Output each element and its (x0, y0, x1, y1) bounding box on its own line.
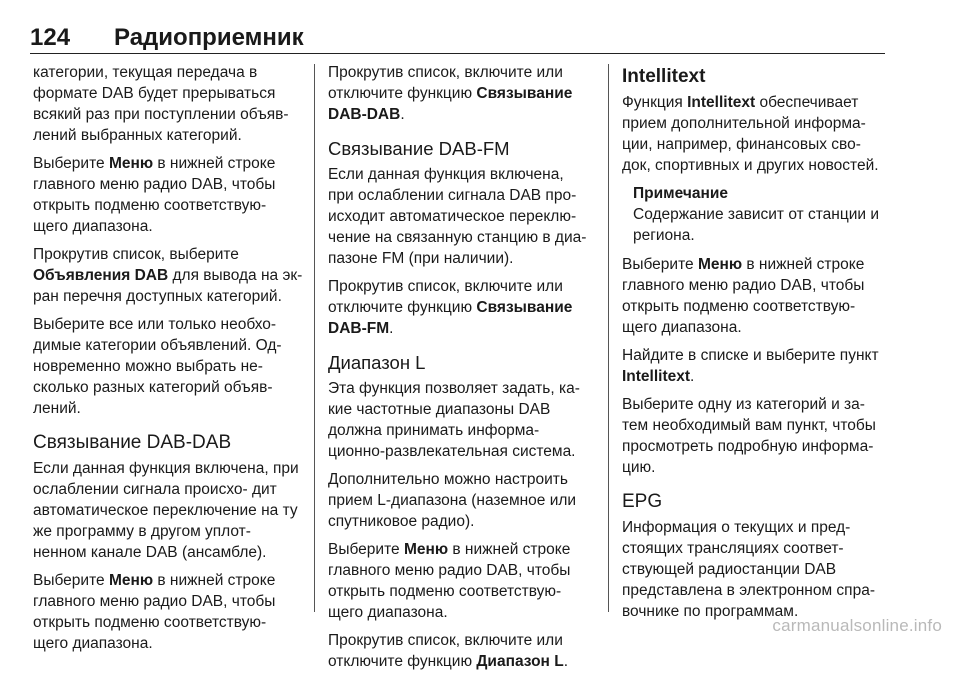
paragraph: Функция Intellitext обеспечивает прием дополнительной информа- ции, например, финансовых сво- док, спортивных и других новостей. (622, 94, 879, 174)
paragraph: Выберите одну из категорий и за- тем необходимый вам пункт, чтобы просмотреть подробную информа- цию. (622, 396, 876, 476)
paragraph: Дополнительно можно настроить прием L-диапазона (наземное или спутниковое радио). (328, 471, 577, 530)
note-title: Примечание (633, 185, 728, 202)
paragraph: категории, текущая передача в формате DAB будет прерываться всякий раз при поступлении объяв- лений выбранных категорий. (33, 64, 289, 144)
paragraph: Информация о текущих и пред- стоящих трансляциях соответ- ствующей радиостанции DAB представлена в электронном спра- вочнике по программам. (622, 519, 875, 620)
column-divider-1 (314, 64, 315, 612)
column-1 (33, 62, 305, 661)
note-text: Содержание зависит от станции и региона. (633, 206, 880, 244)
paragraph: Эта функция позволяет задать, ка- кие частотные диапазоны DAB должна принимать информа- ционно-развлекательная система. (328, 380, 580, 460)
page-number: 124 (30, 24, 71, 51)
paragraph: Выберите Меню в нижней строке главного меню радио DAB, чтобы открыть подменю соответствую- щего диапазона. (328, 541, 571, 621)
paragraph: Выберите Меню в нижней строке главного меню радио DAB, чтобы открыть подменю соответствую- щего диапазона. (33, 572, 276, 652)
paragraph: Выберите Меню в нижней строке главного меню радио DAB, чтобы открыть подменю соответствую- щего диапазона. (622, 256, 865, 336)
paragraph: Прокрутив список, включите или отключите функцию Диапазон L. (328, 632, 568, 670)
section-heading: Диапазон L (328, 352, 426, 373)
paragraph: Если данная функция включена, при ослаблении сигнала DAB про- исходит автоматическое переклю- чение на связанную станцию в диа- пазоне FM (при наличии). (328, 166, 587, 267)
watermark: carmanualsonline.info (772, 616, 942, 635)
paragraph: Прокрутив список, включите или отключите функцию Связывание DAB-DAB. (328, 64, 573, 123)
paragraph: Выберите все или только необхо- димые категории объявлений. Од- новременно можно выбрать не- сколько разных категорий объяв- лений. (33, 316, 282, 417)
paragraph: Если данная функция включена, при ослаблении сигнала происхо- дит автоматическое переключение на ту же программу в другом уплот- ненном канале DAB (ансамбле). (33, 460, 299, 561)
paragraph: Найдите в списке и выберите пункт Intellitext. (622, 347, 879, 385)
paragraph: Выберите Меню в нижней строке главного меню радио DAB, чтобы открыть подменю соответствую- щего диапазона. (33, 155, 276, 235)
section-heading: Связывание DAB-FM (328, 138, 510, 159)
section-heading: EPG (622, 491, 663, 512)
column-2 (328, 62, 593, 679)
column-3 (622, 62, 887, 629)
paragraph: Прокрутив список, включите или отключите функцию Связывание DAB-FM. (328, 278, 573, 337)
header-rule (30, 53, 885, 54)
section-heading: Связывание DAB-DAB (33, 432, 232, 453)
note-block (622, 183, 887, 246)
column-divider-2 (608, 64, 609, 612)
paragraph: Прокрутив список, выберите Объявления DAB для вывода на эк- ран перечня доступных категорий. (33, 246, 303, 305)
section-heading: Intellitext (622, 66, 706, 87)
page-title: Радиоприемник (114, 24, 304, 51)
